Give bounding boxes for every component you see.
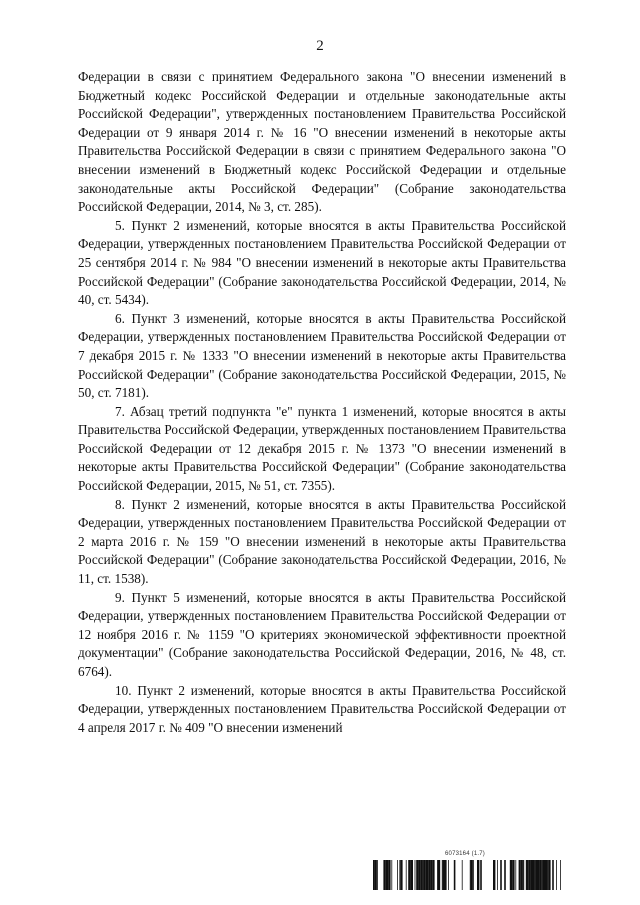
paragraph-item-5: 5. Пункт 2 изменений, которые вносятся в акты Правительства Российской Федерации, утвержденных постановлением Правительства Российской Федерации от 25 сентября 2014 г. № 984 "О внесении изменений в некоторые акты Правительства Российской Федерации" (Собрание законодательства Российской Федерации, 2014, № 40, ст. 5434). [78,217,566,308]
paragraph-item-8: 8. Пункт 2 изменений, которые вносятся в акты Правительства Российской Федерации, утвержденных постановлением Правительства Российской Федерации от 2 марта 2016 г. № 159 "О внесении изменений в некоторые акты Правительства Российской Федерации" (Собрание законодательства Российской Федерации, 2016, № 11, ст. 1538). [78,496,566,587]
page-number: 2 [316,38,324,54]
barcode-image [373,860,563,890]
paragraph-item-10: 10. Пункт 2 изменений, которые вносятся в акты Правительства Российской Федерации, утвержденных постановлением Правительства Российской Федерации от 4 апреля 2017 г. № 409 "О внесении изменений [78,682,566,735]
paragraph-item-7: 7. Абзац третий подпункта "е" пункта 1 изменений, которые вносятся в акты Правительства Российской Федерации, утвержденных постановлением Правительства Российской Федерации от 12 декабря 2015 г. № 1373 "О внесении изменений в некоторые акты Правительства Российской Федерации" (Собрание законодательства Российской Федерации, 2015, № 51, ст. 7355). [78,403,566,494]
document-footer [373,851,563,891]
paragraph-item-6: 6. Пункт 3 изменений, которые вносятся в акты Правительства Российской Федерации, утвержденных постановлением Правительства Российской Федерации от 7 декабря 2015 г. № 1333 "О внесении изменений в некоторые акты Правительства Российской Федерации" (Собрание законодательства Российской Федерации, 2015, № 50, ст. 7181). [78,310,566,401]
document-code: 6073164 (1.7) [445,851,485,857]
paragraph-item-9: 9. Пункт 5 изменений, которые вносятся в акты Правительства Российской Федерации, утвержденных постановлением Правительства Российской Федерации от 12 ноября 2016 г. № 1159 "О критериях экономической эффективности проектной документации" (Собрание законодательства Российской Федерации, 2016, № 48, ст. 6764). [78,589,566,679]
paragraph-continuation: Федерации в связи с принятием Федерального закона "О внесении изменений в Бюджетный кодекс Российской Федерации и отдельные законодательные акты Российской Федерации", утвержденных постановлением Правительства Российской Федерации от 9 января 2014 г. № 16 "О внесении изменений в некоторые акты Правительства Российской Федерации в связи с принятием Федерального закона "О внесении изменений в Бюджетный кодекс Российской Федерации и отдельные законодательные акты Российской Федерации" (Собрание законодательства Российской Федерации, 2014, № 3, ст. 285). [78,69,566,215]
document-body [78,68,566,737]
